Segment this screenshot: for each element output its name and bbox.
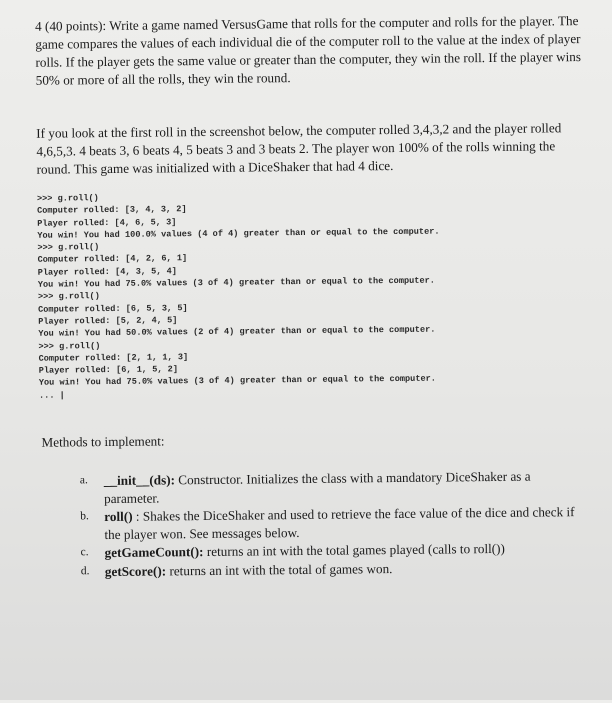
method-label: c. [80,546,89,559]
console-output [37,187,599,402]
method-name: getScore(): [104,562,167,579]
code-line: You win! You had 75.0% values (3 of 4) greater than or equal to the computer. [38,374,436,389]
code-line: >>> g.roll() [36,193,99,204]
method-desc: Constructor. Initializes the class with a mandatory DiceShaker as a parameter. [103,468,531,506]
code-line: You win! You had 50.0% values (2 of 4) greater than or equal to the computer. [38,324,436,340]
code-line: Player rolled: [6, 1, 5, 2] [38,364,179,376]
example-explanation: If you look at the first roll in the screenshot below, the computer rolled 3,4,3,2 and the player rolled 4,6,5,3. 4 beats 3, 6 beats 4, 5 beats 3 and 3 beats 2. The player won 100% of the rolls winning the round. This game was initialized with a DiceShaker that had 4 dice. [36,120,562,177]
code-line: Player rolled: [5, 2, 4, 5] [38,315,178,327]
problem-statement: 4 (40 points): Write a game named VersusGame that rolls for the computer and rolls for the player. The game compares the values of each individual die of the computer roll to the value at the index of player rolls. If the player gets the same value or greater than the computer, they win the roll. If the player wins 50% or more of all the rolls, they win the round. [35,13,582,88]
method-desc: returns an int with the total of games won. [166,560,393,578]
method-desc: : Shakes the DiceShaker and used to retrieve the face value of the dice and check if the player won. See messages below. [104,504,575,542]
method-name: __init__(ds): [103,472,176,489]
code-line: You win! You had 100.0% values (4 of 4) greater than or equal to the computer. [37,226,440,241]
code-line: >>> g.roll() [37,242,100,253]
code-line: Computer rolled: [4, 2, 6, 1] [37,253,188,266]
method-name: roll() [104,508,133,525]
method-label: b. [80,510,89,523]
method-label: a. [79,474,88,487]
method-label: d. [80,564,90,577]
code-line: Player rolled: [4, 3, 5, 4] [37,266,177,278]
method-desc: returns an int with the total games played (calls to roll()) [203,540,505,560]
method-item [80,467,580,507]
code-line: >>> g.roll() [38,340,101,352]
method-item [80,503,580,543]
code-line: >>> g.roll() [37,291,100,303]
code-line: Player rolled: [4, 6, 5, 3] [37,216,177,229]
code-line: Computer rolled: [3, 4, 3, 2] [37,204,187,217]
method-name: getGameCount(): [104,544,204,561]
methods-heading: Methods to implement: [41,433,165,450]
code-line: Computer rolled: [2, 1, 1, 3] [38,352,189,364]
methods-list [80,467,581,581]
code-line: ... | [38,390,65,401]
code-line: Computer rolled: [6, 5, 3, 5] [38,302,188,315]
code-line: You win! You had 75.0% values (3 of 4) greater than or equal to the computer. [37,275,435,290]
